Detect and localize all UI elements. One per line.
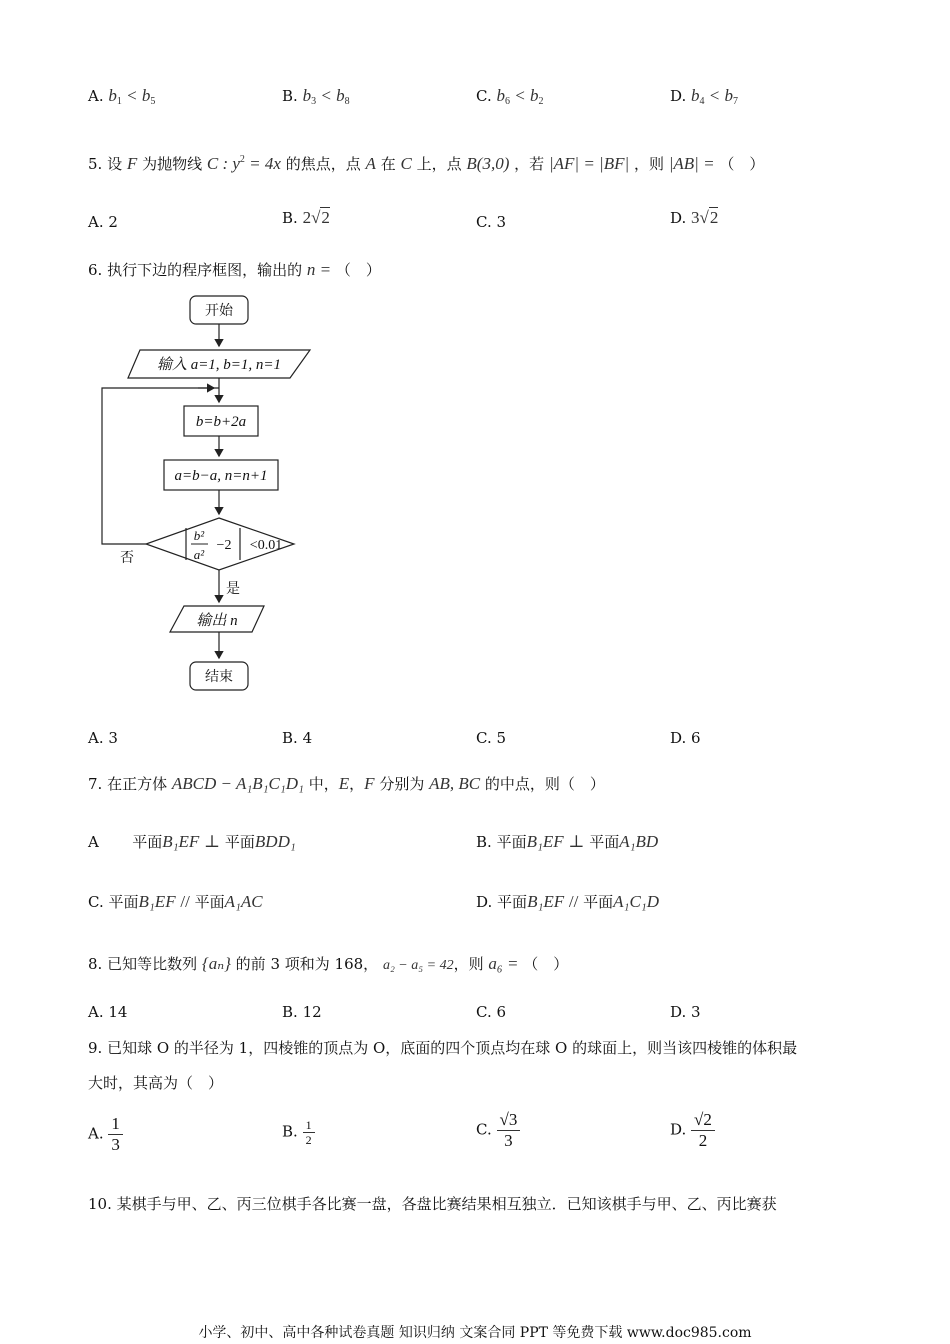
q6-option-b: B. 4 (282, 729, 313, 747)
flow-step2-label: a=b−a, n=n+1 (174, 468, 268, 484)
q5-stem: 5. 设 F 为抛物线 C : $y^2 = 4x$ 的焦点，点 A 在 C 上，点 B(3,0) ，若 |AF| = |BF| ，则 |AB| = （ ） (88, 154, 765, 173)
q9-option-d: D. $\frac{√2}{2}$ (670, 1110, 715, 1151)
q4-option-d: D. $b_4 < b_7$ (670, 86, 739, 107)
q9-stem-line2: 大时，其高为（ ） (88, 1074, 224, 1092)
flow-cond-denominator: a² (193, 547, 205, 562)
flow-input-label: 输入 a=1, b=1, n=1 (156, 357, 282, 373)
program-flowchart (98, 288, 328, 698)
flow-step1-label: b=b+2a (195, 414, 247, 430)
q8-option-c: C. 6 (476, 1003, 507, 1021)
q5-option-c: C. 3 (476, 213, 507, 231)
q8-option-d: D. 3 (670, 1003, 701, 1021)
q9-option-c: C. $\frac{√3}{3}$ (476, 1110, 520, 1151)
q6-option-d: D. 6 (670, 729, 701, 747)
flow-output-label: 输出 n (196, 613, 238, 629)
q7-option-b: B. 平面B₁EF ⊥ 平面A₁BD (476, 832, 659, 851)
q7-stem: 7. 在正方体 ABCD − A₁B₁C₁D₁ 中，E，F 分别为 AB, BC 的中点，则（ ） (88, 774, 605, 793)
q4-option-a: A. $b_1 < b_5$ (88, 86, 156, 107)
flow-cond-minus: −2 (216, 538, 232, 553)
flow-no-label: 否 (120, 550, 134, 566)
q5-option-a: A. 2 (88, 213, 118, 231)
q6-stem: 6. 执行下边的程序框图，输出的 n = （ ） (88, 260, 381, 279)
flow-yes-label: 是 (226, 581, 240, 597)
q5-option-b: B. 2√2 (282, 208, 330, 227)
flow-cond-compare: <0.01 (249, 538, 283, 553)
q7-option-c: C. 平面B₁EF // 平面A₁AC (88, 892, 263, 911)
q4-option-c: C. $b_6 < b_2$ (476, 86, 544, 107)
q10-stem-line1: 10. 某棋手与甲、乙、丙三位棋手各比赛一盘，各盘比赛结果相互独立．已知该棋手与甲、乙、丙比赛获 (88, 1195, 777, 1213)
q9-option-b: B. $\frac{1}{2}$ (282, 1118, 315, 1147)
q7-option-a: A 平面B₁EF ⊥ 平面BDD₁ (88, 832, 296, 851)
q6-option-c: C. 5 (476, 729, 507, 747)
q4-option-b: B. $b_3 < b_8$ (282, 86, 350, 107)
q8-option-b: B. 12 (282, 1003, 322, 1021)
q9-stem-line1: 9. 已知球 O 的半径为 1，四棱锥的顶点为 O，底面的四个顶点均在球 O 的球面上，则当该四棱锥的体积最 (88, 1039, 798, 1057)
q6-option-a: A. 3 (88, 729, 118, 747)
q8-option-a: A. 14 (88, 1003, 128, 1021)
q9-option-a: A. $\frac{1}{3}$ (88, 1114, 123, 1155)
q5-option-d: D. 3√2 (670, 208, 719, 227)
q8-stem: 8. 已知等比数列 {aₙ} 的前 3 项和为 168， a₂ − a₅ = 42，则 a₆ = （ ） (88, 954, 569, 973)
page-footer: 小学、初中、高中各种试卷真题 知识归纳 文案合同 PPT 等免费下载 www.doc985.com (198, 1325, 752, 1341)
q7-option-d: D. 平面B₁EF // 平面A₁C₁D (476, 892, 659, 911)
flow-cond-numerator: b² (193, 528, 205, 543)
flow-start-label: 开始 (205, 303, 233, 319)
flow-end-label: 结束 (205, 669, 233, 685)
